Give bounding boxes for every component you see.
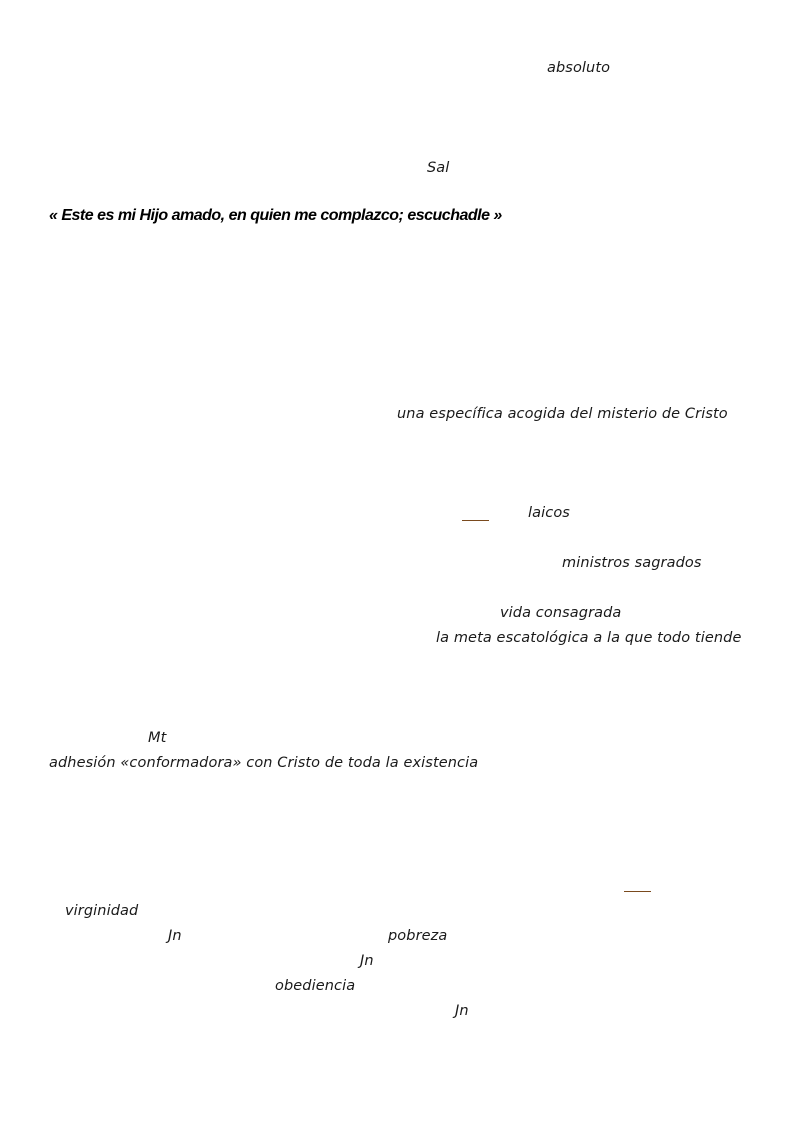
text-adhesion: adhesión «conformadora» con Cristo de toda la existencia <box>49 755 479 771</box>
text-virginidad: virginidad <box>65 903 139 919</box>
quote-hijo-amado: « Este es mi Hijo amado, en quien me complazco; escuchadle » <box>49 207 502 224</box>
reference-jn: Jn <box>455 1003 469 1019</box>
reference-mt: Mt <box>148 730 167 746</box>
text-laicos: laicos <box>528 505 570 521</box>
text-obediencia: obediencia <box>275 978 356 994</box>
text-especifica-acogida: una específica acogida del misterio de Cristo <box>397 406 728 422</box>
text-meta-escatologica: la meta escatológica a la que todo tiende <box>436 630 742 646</box>
footnote-link[interactable] <box>462 520 489 521</box>
reference-sal: Sal <box>427 160 450 176</box>
reference-jn: Jn <box>168 928 182 944</box>
reference-jn: Jn <box>360 953 374 969</box>
text-absoluto: absoluto <box>547 60 611 76</box>
text-ministros-sagrados: ministros sagrados <box>562 555 702 571</box>
footnote-link[interactable] <box>624 891 651 892</box>
text-pobreza: pobreza <box>388 928 448 944</box>
text-vida-consagrada: vida consagrada <box>500 605 622 621</box>
